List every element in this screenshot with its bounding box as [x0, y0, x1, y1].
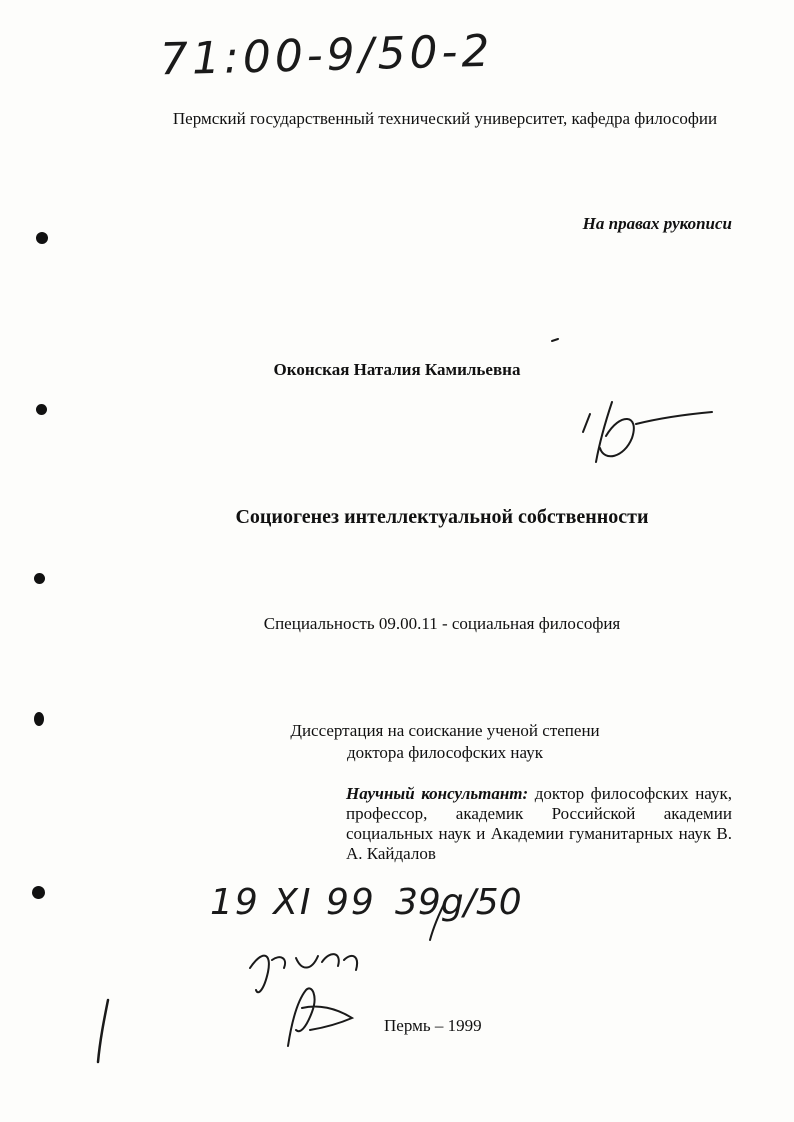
dissertation-title: Социогенез интеллектуальной собственности: [235, 506, 649, 528]
small-tick-mark: [552, 339, 558, 341]
place-and-year: Пермь – 1999: [384, 1016, 482, 1035]
handwritten-date: 19 XI 99: [210, 882, 376, 923]
degree-line-1: Диссертация на соискание ученой степени: [290, 721, 600, 740]
archive-code-handwritten: 71:00-9/50-2: [159, 25, 494, 86]
consultant-label: Научный консультант:: [346, 784, 529, 803]
degree-line-2: доктора философских наук: [347, 743, 543, 762]
handwritten-number: 39g/50: [395, 882, 522, 923]
handwritten-word: [250, 954, 357, 992]
consultant-details: доктор философских наук, профессор, академик Российской академии социальных наук и Академии гуманитарных наук В. А. Кайдалов: [346, 784, 732, 863]
number-flourish: [430, 900, 446, 940]
author-name: Оконская Наталия Камильевна: [273, 360, 521, 379]
specialty-line: Специальность 09.00.11 - социальная философия: [263, 614, 621, 633]
manuscript-rights-note: На правах рукописи: [582, 214, 732, 233]
bottom-signature: [288, 988, 352, 1046]
author-signature: [583, 402, 712, 462]
margin-stroke: [98, 1000, 108, 1062]
university-department: Пермский государственный технический университет, кафедра философии: [172, 109, 718, 128]
